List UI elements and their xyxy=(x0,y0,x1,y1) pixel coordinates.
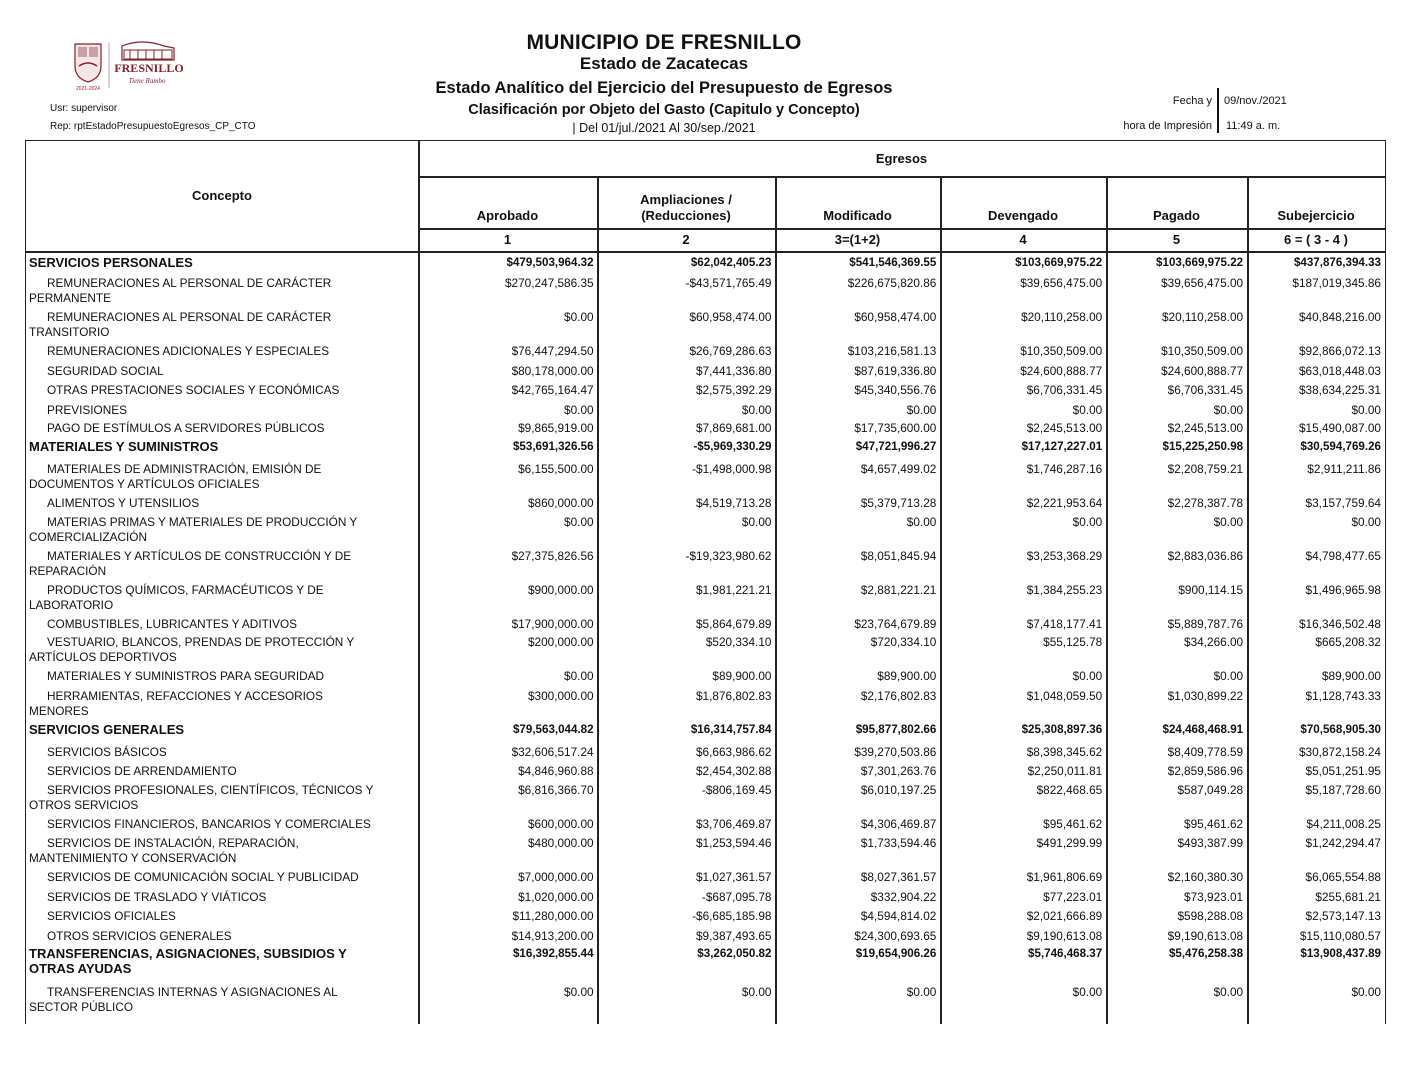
amount-cell: $89,900.00 xyxy=(712,669,772,683)
amount-cell: $0.00 xyxy=(741,985,772,999)
amount-cell: $900,114.15 xyxy=(1178,583,1244,597)
amount-cell: $15,110,080.57 xyxy=(1299,929,1381,943)
amount-cell: -$6,685,185.98 xyxy=(692,909,772,923)
amount-cell: $600,000.00 xyxy=(527,817,594,831)
concept-label: SERVICIOS DE COMUNICACIÓN SOCIAL Y PUBLICIDAD xyxy=(47,870,359,884)
amount-cell: $2,881,221.21 xyxy=(860,583,937,597)
table-row xyxy=(26,925,1385,944)
table-row xyxy=(26,631,1385,665)
amount-cell: $8,027,361.57 xyxy=(860,870,937,884)
concept-label: REMUNERACIONES AL PERSONAL DE CARÁCTER PERMANENTE xyxy=(29,276,332,305)
amount-cell: $2,911,211.86 xyxy=(1307,462,1381,476)
amount-cell: $23,764,679.89 xyxy=(854,617,937,631)
table-body xyxy=(26,253,1385,1015)
concept-label: SERVICIOS DE ARRENDAMIENTO xyxy=(47,764,237,778)
amount-cell: $7,441,336.80 xyxy=(696,364,772,378)
column-header-subejercicio: Subejercicio xyxy=(1277,208,1355,223)
column-header-devengado: Devengado xyxy=(987,208,1059,223)
amount-cell: $5,379,713.28 xyxy=(860,496,937,510)
amount-cell: $332,904.22 xyxy=(870,890,937,904)
amount-cell: $860,000.00 xyxy=(527,496,594,510)
amount-cell: $47,721,996.27 xyxy=(855,440,937,453)
table-row xyxy=(26,379,1385,399)
chapter-row xyxy=(26,720,1385,741)
amount-cell: $3,253,368.29 xyxy=(1026,549,1103,563)
amount-cell: $14,913,200.00 xyxy=(511,929,594,943)
amount-cell: $4,657,499.02 xyxy=(860,462,937,476)
concept-label: SERVICIOS PROFESIONALES, CIENTÍFICOS, TÉCNICOS Y OTROS SERVICIOS xyxy=(29,783,374,812)
table-row xyxy=(26,866,1385,886)
amount-cell: $2,883,036.86 xyxy=(1167,549,1244,563)
concept-label: MATERIALES DE ADMINISTRACIÓN, EMISIÓN DE DOCUMENTOS Y ARTÍCULOS OFICIALES xyxy=(29,462,322,491)
amount-cell: $39,656,475.00 xyxy=(1020,276,1103,290)
column-number-3: 3=(1+2) xyxy=(834,232,881,247)
amount-cell: $0.00 xyxy=(741,515,772,529)
amount-cell: $226,675,820.86 xyxy=(847,276,937,290)
table-row xyxy=(26,741,1385,760)
amount-cell: -$1,498,000.98 xyxy=(692,462,772,476)
amount-cell: $1,027,361.57 xyxy=(696,870,772,884)
amount-cell: $0.00 xyxy=(1213,985,1244,999)
print-date-label: Fecha y xyxy=(1172,95,1212,107)
table-row xyxy=(26,511,1385,545)
amount-cell: $9,387,493.65 xyxy=(696,929,772,943)
report-id-label: Rep: rptEstadoPresupuestoEgresos_CP_CTO xyxy=(50,121,256,132)
table-row xyxy=(26,613,1385,631)
egresos-header: Egresos xyxy=(875,151,928,166)
column-header-aprobado: Aprobado xyxy=(476,208,539,223)
amount-cell: $1,496,965.98 xyxy=(1305,583,1381,597)
amount-cell: $92,866,072.13 xyxy=(1298,344,1381,358)
amount-cell: $822,468.65 xyxy=(1036,783,1103,797)
table-row xyxy=(26,340,1385,360)
amount-cell: $900,000.00 xyxy=(527,583,594,597)
amount-cell: $103,669,975.22 xyxy=(1156,256,1244,269)
amount-cell: $103,669,975.22 xyxy=(1015,256,1103,269)
concept-label: SERVICIOS OFICIALES xyxy=(47,909,176,923)
amount-cell: $0.00 xyxy=(906,515,937,529)
amount-cell: $5,051,251.95 xyxy=(1305,764,1381,778)
concept-label: PREVISIONES xyxy=(47,403,127,417)
amount-cell: $520,334.10 xyxy=(705,635,772,649)
amount-cell: $11,280,000.00 xyxy=(512,909,594,923)
amount-cell: $4,211,008.25 xyxy=(1306,817,1381,831)
column-number-2: 2 xyxy=(682,232,690,247)
amount-cell: $3,262,050.82 xyxy=(697,947,772,960)
column-header-ampliaciones: Ampliaciones / (Reducciones) xyxy=(640,192,732,223)
table-row xyxy=(26,981,1385,1015)
amount-cell: $60,958,474.00 xyxy=(854,310,937,324)
amount-cell: $89,900.00 xyxy=(1321,669,1381,683)
amount-cell: $80,178,000.00 xyxy=(511,364,594,378)
amount-cell: $8,051,845.94 xyxy=(860,549,937,563)
amount-cell: $20,110,258.00 xyxy=(1021,310,1103,324)
amount-cell: -$806,169.45 xyxy=(701,783,772,797)
concept-label: REMUNERACIONES AL PERSONAL DE CARÁCTER TRANSITORIO xyxy=(29,310,332,339)
divider xyxy=(1217,88,1219,133)
concept-label: PRODUCTOS QUÍMICOS, FARMACÉUTICOS Y DE LABORATORIO xyxy=(29,583,324,612)
amount-cell: $0.00 xyxy=(1072,985,1103,999)
divider xyxy=(418,228,1385,230)
amount-cell: $17,900,000.00 xyxy=(511,617,594,631)
amount-cell: $30,594,769.26 xyxy=(1300,440,1381,453)
amount-cell: -$687,095.78 xyxy=(701,890,772,904)
amount-cell: $6,155,500.00 xyxy=(518,462,594,476)
amount-cell: $87,619,336.80 xyxy=(854,364,937,378)
concept-label: HERRAMIENTAS, REFACCIONES Y ACCESORIOS MENORES xyxy=(29,689,323,718)
amount-cell: $2,245,513.00 xyxy=(1167,421,1244,435)
print-time-label: hora de Impresión xyxy=(1123,120,1212,132)
amount-cell: $17,735,600.00 xyxy=(854,421,937,435)
print-date: 09/nov./2021 xyxy=(1224,95,1287,107)
chapter-row xyxy=(26,253,1385,272)
amount-cell: $55,125.78 xyxy=(1043,635,1103,649)
amount-cell: $39,270,503.86 xyxy=(854,745,937,759)
table-row xyxy=(26,545,1385,579)
concept-label: SERVICIOS DE TRASLADO Y VIÁTICOS xyxy=(47,890,267,904)
amount-cell: $17,127,227.01 xyxy=(1021,440,1103,453)
amount-cell: $2,575,392.29 xyxy=(696,383,772,397)
svg-text:2021-2024: 2021-2024 xyxy=(76,86,100,92)
chapter-row xyxy=(26,944,1385,981)
amount-cell: $38,634,225.31 xyxy=(1298,383,1381,397)
concept-label: OTRAS PRESTACIONES SOCIALES Y ECONÓMICAS xyxy=(47,383,340,397)
amount-cell: $1,981,221.21 xyxy=(696,583,772,597)
period-label: | Del 01/jul./2021 Al 30/sep./2021 xyxy=(572,121,756,135)
amount-cell: $1,048,059.50 xyxy=(1026,689,1103,703)
amount-cell: $39,656,475.00 xyxy=(1161,276,1244,290)
amount-cell: $7,000,000.00 xyxy=(518,870,594,884)
table-row xyxy=(26,360,1385,379)
amount-cell: -$19,323,980.62 xyxy=(685,549,772,563)
amount-cell: -$43,571,765.49 xyxy=(685,276,772,290)
amount-cell: $16,346,502.48 xyxy=(1298,617,1381,631)
table-row xyxy=(26,685,1385,720)
amount-cell: $0.00 xyxy=(906,403,937,417)
amount-cell: $0.00 xyxy=(564,310,594,324)
user-label: Usr: supervisor xyxy=(50,103,118,114)
amount-cell: $77,223.01 xyxy=(1043,890,1103,904)
amount-cell: $200,000.00 xyxy=(527,635,594,649)
table-row xyxy=(26,579,1385,613)
amount-cell: $60,958,474.00 xyxy=(689,310,772,324)
table-row xyxy=(26,905,1385,925)
chapter-row xyxy=(26,437,1385,458)
amount-cell: $95,461.62 xyxy=(1184,817,1244,831)
table-row xyxy=(26,665,1385,685)
concept-label: REMUNERACIONES ADICIONALES Y ESPECIALES xyxy=(47,344,330,358)
concept-label: TRANSFERENCIAS INTERNAS Y ASIGNACIONES AL SECTOR PÚBLICO xyxy=(29,985,338,1014)
amount-cell: $2,160,380.30 xyxy=(1167,870,1244,884)
amount-cell: $0.00 xyxy=(564,985,594,999)
report-title: Estado Analítico del Ejercicio del Presupuesto de Egresos xyxy=(435,79,893,97)
table-row xyxy=(26,760,1385,779)
column-number-4: 4 xyxy=(1019,232,1027,247)
amount-cell: $42,765,164.47 xyxy=(511,383,594,397)
table-row xyxy=(26,779,1385,813)
concept-label: SERVICIOS GENERALES xyxy=(29,722,185,737)
amount-cell: $587,049.28 xyxy=(1177,783,1244,797)
column-number-1: 1 xyxy=(503,232,512,247)
table-row xyxy=(26,417,1385,437)
svg-text:Tiene Rumbo: Tiene Rumbo xyxy=(128,77,166,85)
amount-cell: $665,208.32 xyxy=(1315,635,1381,649)
amount-cell: $300,000.00 xyxy=(527,689,594,703)
table-row xyxy=(26,886,1385,905)
amount-cell: $6,706,331.45 xyxy=(1026,383,1103,397)
amount-cell: $70,568,905.30 xyxy=(1300,723,1381,736)
amount-cell: $0.00 xyxy=(1072,669,1103,683)
classification-title: Clasificación por Objeto del Gasto (Capitulo y Concepto) xyxy=(468,102,860,118)
amount-cell: $45,340,556.76 xyxy=(854,383,937,397)
amount-cell: $437,876,394.33 xyxy=(1293,256,1381,269)
concept-label: MATERIALES Y SUMINISTROS PARA SEGURIDAD xyxy=(47,669,325,683)
concept-label: MATERIALES Y ARTÍCULOS DE CONSTRUCCIÓN Y DE REPARACIÓN xyxy=(29,549,352,578)
amount-cell: $479,503,964.32 xyxy=(506,256,594,269)
amount-cell: $79,563,044.82 xyxy=(512,723,594,736)
concept-label: TRANSFERENCIAS, ASIGNACIONES, SUBSIDIOS Y OTRAS AYUDAS xyxy=(29,946,347,976)
amount-cell: $5,864,679.89 xyxy=(696,617,772,631)
amount-cell: $5,889,787.76 xyxy=(1167,617,1244,631)
amount-cell: $16,314,757.84 xyxy=(690,723,772,736)
amount-cell: $598,288.08 xyxy=(1177,909,1244,923)
amount-cell: -$5,969,330.29 xyxy=(693,440,772,453)
coat-of-arms-icon xyxy=(75,44,101,92)
amount-cell: $95,461.62 xyxy=(1043,817,1103,831)
page-title: MUNICIPIO DE FRESNILLO xyxy=(526,31,802,54)
amount-cell: $89,900.00 xyxy=(877,669,937,683)
amount-cell: $62,042,405.23 xyxy=(690,256,772,269)
amount-cell: $7,869,681.00 xyxy=(696,421,772,435)
amount-cell: $2,221,953.64 xyxy=(1026,496,1103,510)
amount-cell: $24,468,468.91 xyxy=(1162,723,1244,736)
table-row xyxy=(26,832,1385,866)
amount-cell: $95,877,802.66 xyxy=(855,723,937,736)
amount-cell: $6,065,554.88 xyxy=(1305,870,1381,884)
concept-label: OTROS SERVICIOS GENERALES xyxy=(47,929,232,943)
amount-cell: $5,746,468.37 xyxy=(1028,947,1103,960)
amount-cell: $5,187,728.60 xyxy=(1305,783,1381,797)
amount-cell: $1,746,287.16 xyxy=(1026,462,1103,476)
amount-cell: $493,387.99 xyxy=(1177,836,1244,850)
print-time: 11:49 a. m. xyxy=(1226,120,1281,132)
amount-cell: $6,010,197.25 xyxy=(860,783,937,797)
amount-cell: $103,216,581.13 xyxy=(847,344,937,358)
table-row xyxy=(26,399,1385,417)
concept-label: SERVICIOS BÁSICOS xyxy=(47,745,167,759)
amount-cell: $0.00 xyxy=(1351,515,1381,529)
amount-cell: $5,476,258.38 xyxy=(1168,947,1244,960)
amount-cell: $1,242,294.47 xyxy=(1305,836,1381,850)
amount-cell: $6,816,366.70 xyxy=(518,783,594,797)
table-row xyxy=(26,492,1385,511)
svg-text:FRESNILLO: FRESNILLO xyxy=(114,61,184,75)
amount-cell: $76,447,294.50 xyxy=(511,344,594,358)
amount-cell: $27,375,826.56 xyxy=(511,549,594,563)
amount-cell: $10,350,509.00 xyxy=(1161,344,1244,358)
amount-cell: $1,030,899.22 xyxy=(1167,689,1244,703)
column-header-pagado: Pagado xyxy=(1153,208,1200,223)
amount-cell: $40,848,216.00 xyxy=(1298,310,1381,324)
budget-table xyxy=(25,140,1386,1024)
amount-cell: $16,392,855.44 xyxy=(512,947,594,960)
amount-cell: $26,769,286.63 xyxy=(689,344,772,358)
amount-cell: $24,300,693.65 xyxy=(854,929,937,943)
amount-cell: $34,266.00 xyxy=(1184,635,1244,649)
amount-cell: $1,020,000.00 xyxy=(518,890,594,904)
amount-cell: $2,278,387.78 xyxy=(1167,496,1244,510)
amount-cell: $1,961,806.69 xyxy=(1026,870,1103,884)
amount-cell: $0.00 xyxy=(1351,403,1381,417)
amount-cell: $1,733,594.46 xyxy=(860,836,937,850)
concept-label: VESTUARIO, BLANCOS, PRENDAS DE PROTECCIÓN Y ARTÍCULOS DEPORTIVOS xyxy=(29,635,355,664)
amount-cell: $3,706,469.87 xyxy=(696,817,772,831)
column-number-5: 5 xyxy=(1172,232,1181,247)
amount-cell: $8,409,778.59 xyxy=(1167,745,1244,759)
amount-cell: $0.00 xyxy=(741,403,772,417)
table-row xyxy=(26,813,1385,832)
amount-cell: $30,872,158.24 xyxy=(1298,745,1381,759)
concept-label: MATERIALES Y SUMINISTROS xyxy=(29,439,219,454)
amount-cell: $480,000.00 xyxy=(527,836,594,850)
amount-cell: $0.00 xyxy=(564,403,594,417)
table-row xyxy=(26,458,1385,492)
municipality-logo xyxy=(72,40,197,92)
amount-cell: $1,384,255.23 xyxy=(1026,583,1103,597)
amount-cell: $6,663,986.62 xyxy=(696,745,772,759)
concept-label: COMBUSTIBLES, LUBRICANTES Y ADITIVOS xyxy=(47,617,297,631)
amount-cell: $13,908,437.89 xyxy=(1300,947,1381,960)
amount-cell: $0.00 xyxy=(1213,515,1244,529)
amount-cell: $0.00 xyxy=(564,669,594,683)
amount-cell: $19,654,906.26 xyxy=(855,947,937,960)
concept-label: ALIMENTOS Y UTENSILIOS xyxy=(47,496,200,510)
amount-cell: $4,846,960.88 xyxy=(518,764,594,778)
amount-cell: $541,546,369.55 xyxy=(849,256,937,269)
table-row xyxy=(26,272,1385,306)
amount-cell: $0.00 xyxy=(1213,669,1244,683)
amount-cell: $15,225,250.98 xyxy=(1162,440,1244,453)
amount-cell: $0.00 xyxy=(1351,985,1381,999)
amount-cell: $6,706,331.45 xyxy=(1167,383,1244,397)
amount-cell: $0.00 xyxy=(1072,515,1103,529)
column-number-6: 6 = ( 3 - 4 ) xyxy=(1284,232,1348,247)
amount-cell: $63,018,448.03 xyxy=(1298,364,1381,378)
amount-cell: $7,301,263.76 xyxy=(860,764,937,778)
amount-cell: $9,190,613.08 xyxy=(1167,929,1244,943)
amount-cell: $0.00 xyxy=(1213,403,1244,417)
concept-label: SEGURIDAD SOCIAL xyxy=(47,364,164,378)
amount-cell: $1,876,802.83 xyxy=(696,689,772,703)
fresnillo-wordmark xyxy=(114,42,183,85)
amount-cell: $2,454,302.88 xyxy=(696,764,772,778)
amount-cell: $24,600,888.77 xyxy=(1161,364,1244,378)
amount-cell: $720,334.10 xyxy=(870,635,937,649)
amount-cell: $4,798,477.65 xyxy=(1305,549,1381,563)
concept-label: MATERIAS PRIMAS Y MATERIALES DE PRODUCCIÓN Y COMERCIALIZACIÓN xyxy=(29,515,358,544)
concept-header: Concepto xyxy=(192,188,252,203)
amount-cell: $10,350,509.00 xyxy=(1020,344,1103,358)
amount-cell: $25,308,897.36 xyxy=(1021,723,1103,736)
amount-cell: $255,681.21 xyxy=(1315,890,1381,904)
amount-cell: $2,208,759.21 xyxy=(1167,462,1244,476)
amount-cell: $2,176,802.83 xyxy=(860,689,937,703)
amount-cell: $3,157,759.64 xyxy=(1305,496,1381,510)
amount-cell: $73,923.01 xyxy=(1184,890,1244,904)
amount-cell: $0.00 xyxy=(906,985,937,999)
amount-cell: $2,250,011.81 xyxy=(1027,764,1103,778)
amount-cell: $4,594,814.02 xyxy=(860,909,937,923)
amount-cell: $2,021,666.89 xyxy=(1026,909,1103,923)
amount-cell: $8,398,345.62 xyxy=(1026,745,1103,759)
amount-cell: $4,306,469.87 xyxy=(860,817,937,831)
amount-cell: $4,519,713.28 xyxy=(696,496,772,510)
table-row xyxy=(26,306,1385,340)
state-title: Estado de Zacatecas xyxy=(579,54,749,73)
amount-cell: $2,859,586.96 xyxy=(1167,764,1244,778)
concept-label: SERVICIOS PERSONALES xyxy=(29,255,193,270)
amount-cell: $491,299.99 xyxy=(1036,836,1103,850)
concept-label: SERVICIOS DE INSTALACIÓN, REPARACIÓN, MANTENIMIENTO Y CONSERVACIÓN xyxy=(29,836,299,865)
amount-cell: $9,190,613.08 xyxy=(1026,929,1103,943)
amount-cell: $187,019,345.86 xyxy=(1292,276,1381,290)
amount-cell: $9,865,919.00 xyxy=(518,421,594,435)
divider xyxy=(418,176,1385,178)
amount-cell: $2,245,513.00 xyxy=(1026,421,1103,435)
amount-cell: $24,600,888.77 xyxy=(1020,364,1103,378)
amount-cell: $1,128,743.33 xyxy=(1305,689,1381,703)
amount-cell: $7,418,177.41 xyxy=(1026,617,1103,631)
amount-cell: $0.00 xyxy=(564,515,594,529)
amount-cell: $15,490,087.00 xyxy=(1298,421,1381,435)
amount-cell: $20,110,258.00 xyxy=(1161,310,1244,324)
amount-cell: $32,606,517.24 xyxy=(511,745,594,759)
concept-label: PAGO DE ESTÍMULOS A SERVIDORES PÚBLICOS xyxy=(47,421,325,435)
amount-cell: $0.00 xyxy=(1072,403,1103,417)
column-header-modificado: Modificado xyxy=(823,208,892,223)
concept-label: SERVICIOS FINANCIEROS, BANCARIOS Y COMERCIALES xyxy=(47,817,371,831)
amount-cell: $2,573,147.13 xyxy=(1305,909,1381,923)
amount-cell: $270,247,586.35 xyxy=(505,276,594,290)
amount-cell: $1,253,594.46 xyxy=(696,836,772,850)
amount-cell: $53,691,326.56 xyxy=(512,440,594,453)
